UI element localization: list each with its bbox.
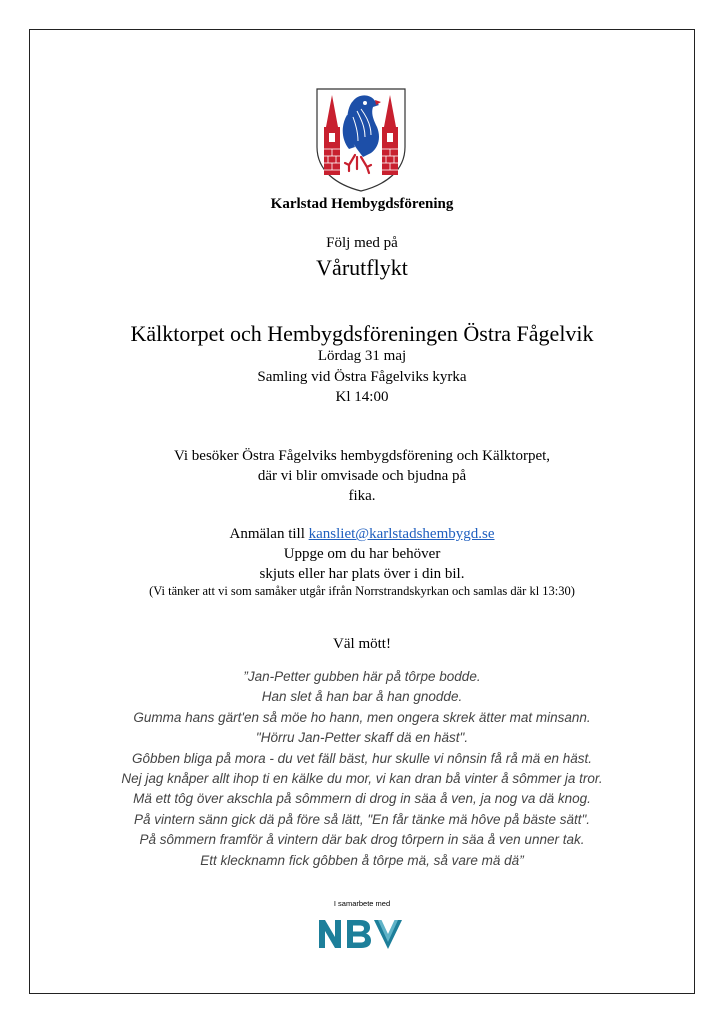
event-title: Vårutflykt bbox=[316, 255, 408, 280]
registration-prefix: Anmälan till bbox=[229, 526, 305, 542]
poem-line: På vintern sänn gick dä på före så lätt, "En får tänke mä hôve på bäste sätt". bbox=[133, 811, 591, 827]
poem-line: På sômmern framför å vintern där bak drog tôrpern in säa å ven unner tak. bbox=[139, 832, 585, 848]
poem-line: Gôbben bliga på mora - du vet fäll bäst, hur skulle vi nônsin få rå mä en häst. bbox=[131, 750, 592, 766]
poem-line: Han slet å han bar å han gnodde. bbox=[261, 689, 463, 705]
registration-email-link[interactable]: kansliet@karlstadshembygd.se bbox=[308, 526, 495, 542]
event-time: Kl 14:00 bbox=[335, 389, 389, 405]
poem-line: "Hörru Jan-Petter skaff dä en häst". bbox=[255, 730, 469, 746]
poem bbox=[0, 667, 724, 871]
coat-of-arms-icon bbox=[313, 85, 409, 193]
description-line-2: där vi blir omvisade och bjudna på bbox=[257, 468, 467, 484]
greeting: Väl mött! bbox=[333, 636, 391, 652]
organization-name: Karlstad Hembygdsförening bbox=[270, 196, 454, 212]
nbv-logo bbox=[318, 918, 404, 950]
carpool-note: (Vi tänker att vi som samåker utgår ifrån Norrstrandskyrkan och samlas där kl 13:30) bbox=[149, 584, 575, 598]
event-date: Lördag 31 maj bbox=[317, 348, 407, 364]
partner-label: I samarbete med bbox=[333, 899, 391, 908]
poem-line: Mä ett tôg över akschla på sômmern di drog in säa å ven, ja nog va dä knog. bbox=[133, 791, 591, 807]
description-line-3: fika. bbox=[348, 488, 376, 504]
poem-line: ”Jan-Petter gubben här på tôrpe bodde. bbox=[243, 669, 481, 684]
description-line-1: Vi besöker Östra Fågelviks hembygdsförening och Kälktorpet, bbox=[173, 448, 551, 464]
registration-line-2: Uppge om du har behöver bbox=[283, 546, 441, 562]
registration-line bbox=[0, 526, 724, 543]
invite-intro: Följ med på bbox=[326, 235, 398, 251]
poem-line: Ett klecknamn fick gôbben å tôrpe mä, så vare mä dä” bbox=[200, 852, 524, 868]
event-destination: Kälktorpet och Hembygdsföreningen Östra Fågelvik bbox=[130, 321, 594, 346]
event-meeting-point: Samling vid Östra Fågelviks kyrka bbox=[257, 369, 467, 385]
poem-line: Gumma hans gärt'en så möe ho hann, men ongera skrek ätter mat minsann. bbox=[133, 709, 591, 725]
poem-line: Nej jag knåper allt ihop ti en kälke du mor, vi kan dran bå vinter å sômmer ja tror. bbox=[121, 770, 603, 786]
registration-line-3: skjuts eller har plats över i din bil. bbox=[259, 566, 465, 582]
